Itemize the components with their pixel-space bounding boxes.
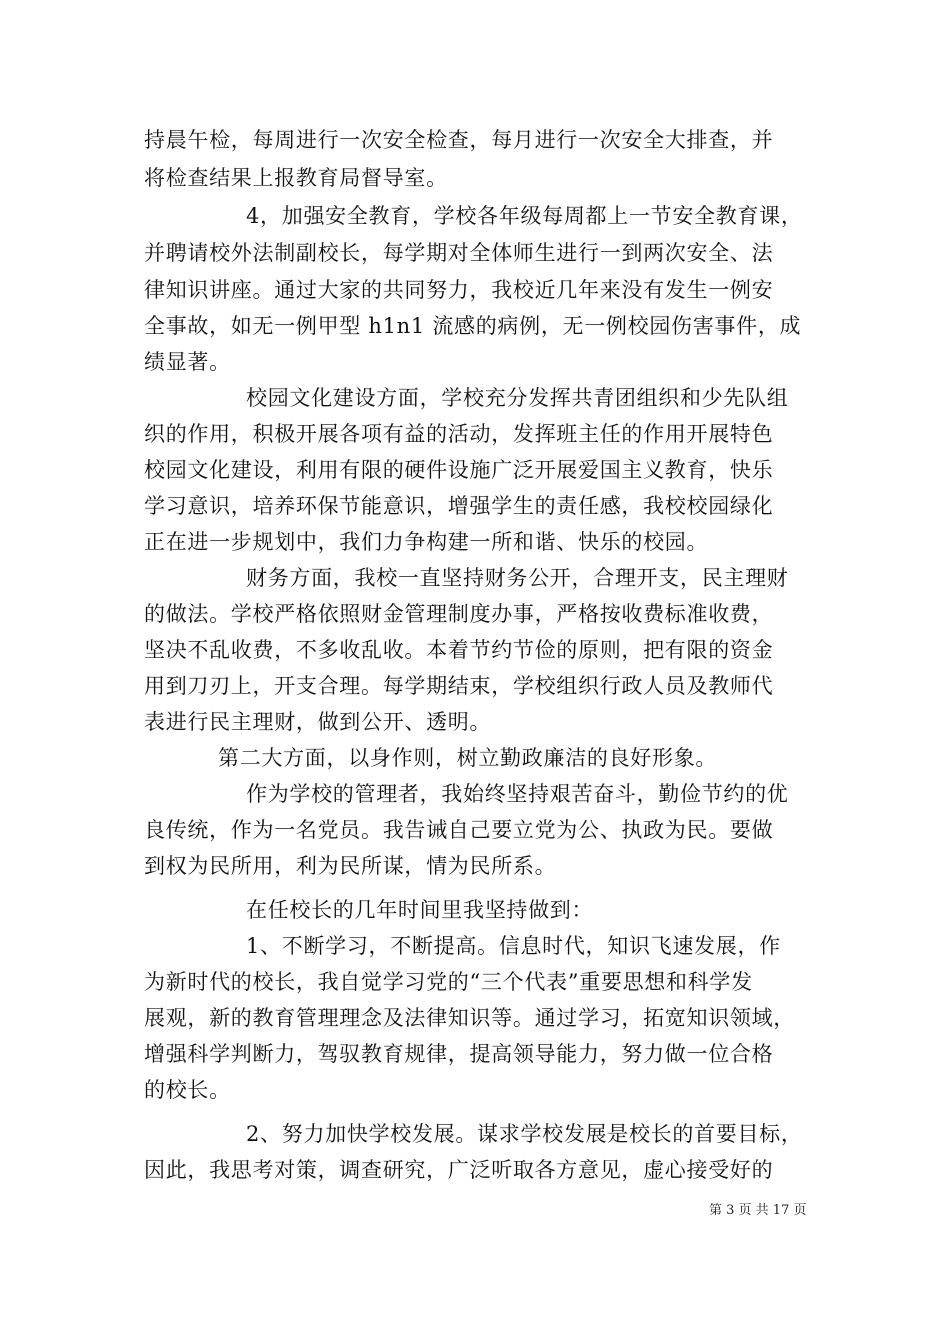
text-line: 2、努力加快学校发展。谋求学校发展是校长的首要目标， — [246, 1122, 803, 1146]
text-line: 作为学校的管理者，我始终坚持艰苦奋斗，勤俭节约的优 — [246, 782, 789, 806]
text-line: 良传统，作为一名党员。我告诫自己要立党为公、执政为民。要做 — [144, 818, 774, 842]
text-line: 坚决不乱收费，不多收乱收。本着节约节俭的原则，把有限的资金 — [144, 638, 774, 662]
text-line: 学习意识，培养环保节能意识，增强学生的责任感，我校校园绿化 — [144, 494, 774, 518]
text-line: 律知识讲座。通过大家的共同努力，我校近几年来没有发生一例安 — [144, 278, 774, 302]
text-line: 第二大方面，以身作则，树立勤政廉洁的良好形象。 — [218, 746, 718, 770]
text-line: 正在进一步规划中，我们力争构建一所和谐、快乐的校园。 — [144, 530, 709, 554]
text-line: 到权为民所用，利为民所谋，情为民所系。 — [144, 854, 557, 878]
text-line: 增强科学判断力，驾驭教育规律，提高领导能力，努力做一位合格 — [144, 1042, 774, 1066]
text-line: 并聘请校外法制副校长，每学期对全体师生进行一到两次安全、法 — [144, 241, 774, 265]
text-line: 的校长。 — [144, 1078, 231, 1102]
text-line: 持晨午检，每周进行一次安全检查，每月进行一次安全大排查，并 — [144, 128, 774, 152]
text-line: 1、不断学习，不断提高。信息时代，知识飞速发展，作 — [246, 934, 781, 958]
text-line: 因此，我思考对策，调查研究，广泛听取各方意见，虚心接受好的 — [144, 1158, 774, 1182]
text-line: 财务方面，我校一直坚持财务公开，合理开支，民主理财 — [246, 566, 789, 590]
text-line: 展观，新的教育管理理念及法律知识等。通过学习，拓宽知识领域， — [144, 1006, 795, 1030]
text-line: 全事故，如无一例甲型 h1n1 流感的病例，无一例校园伤害事件，成 — [144, 314, 802, 338]
text-line: 用到刀刃上，开支合理。每学期结束，学校组织行政人员及教师代 — [144, 674, 774, 698]
text-line: 校园文化建设，利用有限的硬件设施广泛开展爱国主义教育，快乐 — [144, 458, 774, 482]
text-line: 校园文化建设方面，学校充分发挥共青团组织和少先队组 — [246, 386, 789, 410]
text-line: 表进行民主理财，做到公开、透明。 — [144, 710, 492, 734]
text-line: 绩显著。 — [144, 350, 231, 374]
page-number-footer: 第 3 页 共 17 页 — [709, 1203, 807, 1218]
text-line: 在任校长的几年时间里我坚持做到： — [246, 898, 594, 922]
text-line: 4，加强安全教育，学校各年级每周都上一节安全教育课， — [246, 204, 803, 228]
text-line: 将检查结果上报教育局督导室。 — [144, 166, 448, 190]
text-line: 织的作用，积极开展各项有益的活动，发挥班主任的作用开展特色 — [144, 422, 774, 446]
text-line: 的做法。学校严格依照财金管理制度办事，严格按收费标准收费， — [144, 602, 774, 626]
text-line: 为新时代的校长，我自觉学习党的“三个代表”重要思想和科学发 — [144, 970, 753, 994]
